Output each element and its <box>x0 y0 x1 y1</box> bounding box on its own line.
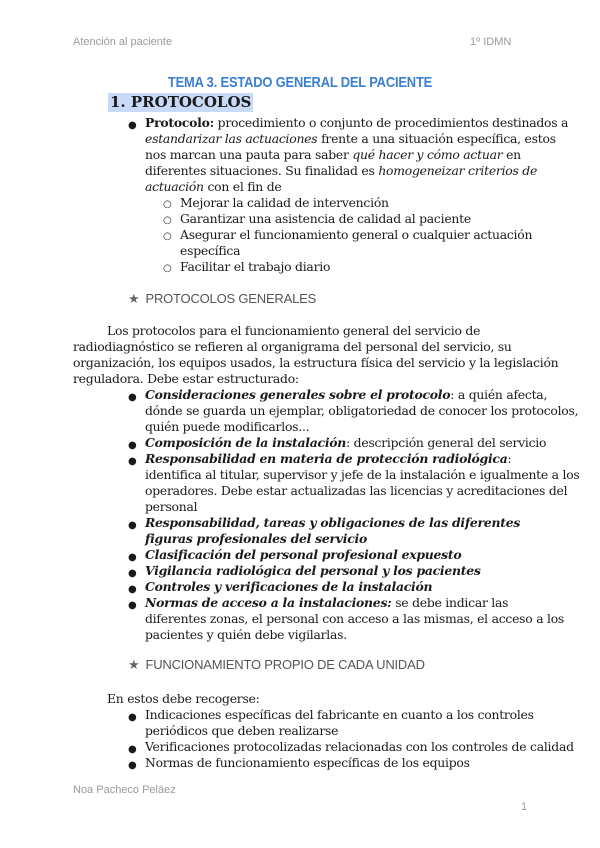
text: procedimiento o conjunto de procedimientos destinados a <box>213 115 569 130</box>
list-item: Clasificación del personal profesional expuesto <box>145 547 462 562</box>
intro-line: organización, los equipos usados, la estructura física del servicio y la legislación <box>73 355 559 370</box>
text: Consideraciones generales sobre el protocolo <box>145 387 451 402</box>
page-number: 1 <box>521 801 528 813</box>
list-item: Normas de funcionamiento específicas de los equipos <box>145 755 470 770</box>
list-item-continuation: diferentes zonas, el personal con acceso a las mismas, el acceso a los <box>145 611 565 626</box>
list-item <box>145 595 508 611</box>
list-item <box>145 451 511 467</box>
subheading-generales <box>128 291 316 307</box>
text: nos marcan una pauta para saber <box>145 147 353 162</box>
subitem: Garantizar una asistencia de calidad al paciente <box>180 211 471 226</box>
list-item <box>145 387 547 403</box>
list-item-continuation: figuras profesionales del servicio <box>145 531 367 546</box>
text: actuación <box>145 179 204 194</box>
document-title: TEMA 3. ESTADO GENERAL DEL PACIENTE <box>167 74 433 91</box>
list-item: Verificaciones protocolizadas relacionadas con los controles de calidad <box>145 739 574 754</box>
list-item: Vigilancia radiológica del personal y los pacientes <box>145 563 481 578</box>
header-course: Atención al paciente <box>73 36 173 48</box>
protocolo-line-2 <box>145 131 556 147</box>
list-item-continuation: quién puede modificarlos... <box>145 419 310 434</box>
intro-line: Los protocolos para el funcionamiento general del servicio de <box>107 323 481 338</box>
bullet-icon: ● <box>128 712 137 723</box>
subitem-continuation: específica <box>180 243 241 258</box>
section-heading-protocolos: 1. PROTOCOLOS <box>110 93 252 111</box>
list-item-continuation: dónde se guarda un ejemplar, obligatoriedad de conocer los protocolos, <box>145 403 579 418</box>
list-item-continuation: personal <box>145 499 198 514</box>
star-icon: ★ <box>128 291 140 306</box>
list-item: Controles y verificaciones de la instalación <box>145 579 433 594</box>
text: con el fin de <box>203 179 282 194</box>
text: qué hacer y cómo actuar <box>352 147 503 162</box>
text: Responsabilidad en materia de protección radiológica <box>145 451 508 466</box>
protocolo-line-4 <box>145 163 537 179</box>
list-item-continuation: periódicos que deben realizarse <box>145 723 339 738</box>
text: homogeneizar criterios de <box>378 163 538 178</box>
list-item-continuation: identifica al titular, supervisor y jefe de la instalación e igualmente a los <box>145 467 580 482</box>
text: Normas de acceso a la instalaciones: <box>145 595 392 610</box>
list-item-continuation: pacientes y quién debe vigilarlas. <box>145 627 347 642</box>
bullet-icon: ● <box>128 760 137 771</box>
text: diferentes situaciones. Su finalidad es <box>145 163 379 178</box>
star-icon: ★ <box>128 657 140 672</box>
text: Composición de la instalación <box>145 435 347 450</box>
bullet-icon: ● <box>128 120 137 131</box>
intro-line: radiodiagnóstico se refieren al organigrama del personal del servicio, su <box>73 339 512 354</box>
bullet-icon: ● <box>128 440 137 451</box>
text: : descripción general del servicio <box>346 435 547 450</box>
text: se debe indicar las <box>391 595 509 610</box>
subheading-unidad <box>128 657 425 673</box>
bullet-icon: ● <box>128 392 137 403</box>
bullet-icon: ● <box>128 744 137 755</box>
protocolo-line-3 <box>145 147 521 163</box>
list-item: Responsabilidad, tareas y obligaciones de las diferentes <box>145 515 521 530</box>
list-item-continuation: operadores. Debe estar actualizadas las licencias y acreditaciones del <box>145 483 568 498</box>
protocolo-term: Protocolo: <box>145 115 214 130</box>
circle-bullet-icon: ○ <box>163 231 172 242</box>
bullet-icon: ● <box>128 552 137 563</box>
text: estandarizar las actuaciones <box>145 131 318 146</box>
circle-bullet-icon: ○ <box>163 215 172 226</box>
bullet-icon: ● <box>128 520 137 531</box>
circle-bullet-icon: ○ <box>163 263 172 274</box>
text: : a quién afecta, <box>450 387 548 402</box>
text: frente a una situación específica, estos <box>317 131 556 146</box>
bullet-icon: ● <box>128 568 137 579</box>
text: en <box>502 147 521 162</box>
text: PROTOCOLOS GENERALES <box>145 291 317 306</box>
unidad-intro: En estos debe recogerse: <box>107 691 260 706</box>
bullet-icon: ● <box>128 600 137 611</box>
subitem: Mejorar la calidad de intervención <box>180 195 389 210</box>
bullet-icon: ● <box>128 456 137 467</box>
circle-bullet-icon: ○ <box>163 199 172 210</box>
text: FUNCIONAMIENTO PROPIO DE CADA UNIDAD <box>145 657 425 672</box>
protocolo-line-5 <box>145 179 282 195</box>
list-item <box>145 435 546 451</box>
protocolo-line-1 <box>145 115 568 131</box>
list-item: Indicaciones específicas del fabricante en cuanto a los controles <box>145 707 534 722</box>
intro-line: reguladora. Debe estar estructurado: <box>73 371 299 386</box>
footer-author: Noa Pacheco Peláez <box>73 784 176 796</box>
bullet-icon: ● <box>128 584 137 595</box>
subitem: Asegurar el funcionamiento general o cualquier actuación <box>180 227 533 242</box>
text: : <box>507 451 512 466</box>
subitem: Facilitar el trabajo diario <box>180 259 331 274</box>
header-group: 1º IDMN <box>470 36 512 48</box>
